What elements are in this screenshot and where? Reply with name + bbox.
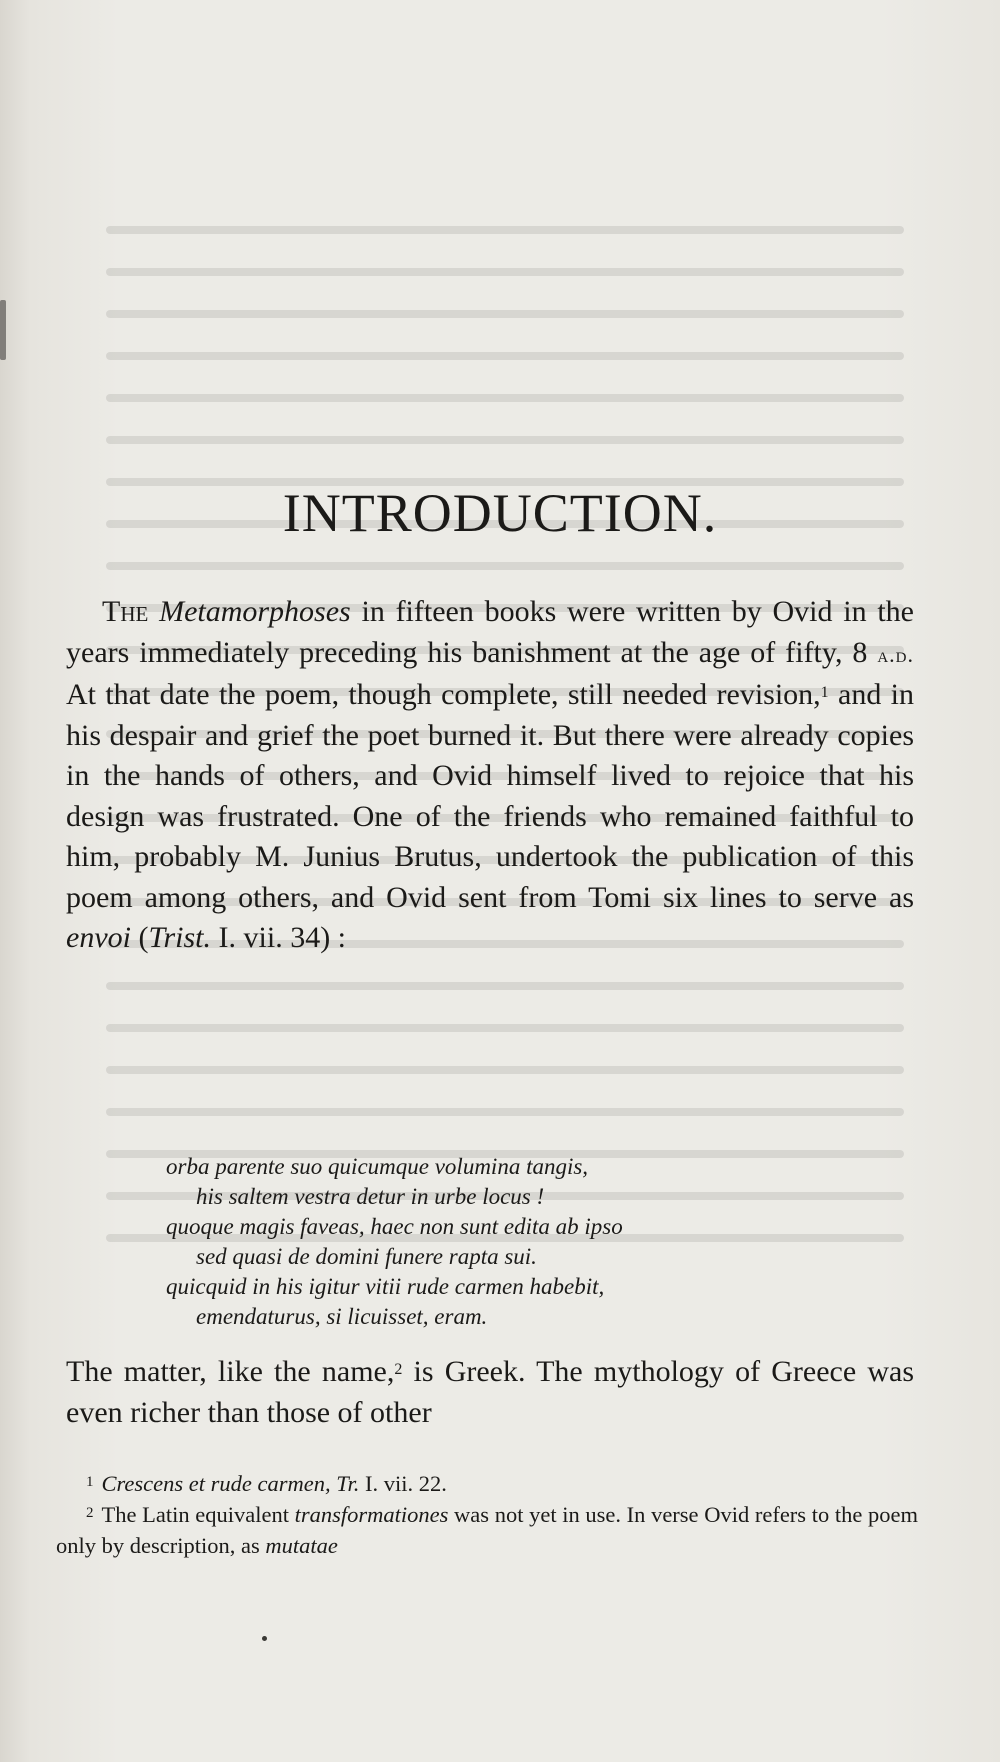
paragraph-2-text-b: is Greek. The mythology of Greece was even richer than those of other — [66, 1355, 914, 1429]
envoi-word: envoi — [66, 921, 131, 954]
paragraph-1-text-c: and in his despair and grief the poet burned it. But there were already copies in the hands of others, and Ovid himself lived to rejoice that his design was frustrated. One of the friends who remained faithful to him, probably M. Junius Brutus, undertook the publication of this poem among others, and Ovid sent from Tomi six lines to serve as — [66, 678, 914, 914]
verse-line-4: sed quasi de domini funere rapta sui. — [196, 1244, 537, 1269]
footnote-2-text-a: The Latin equivalent — [101, 1502, 295, 1527]
footnote-2-italic-a: transformationes — [294, 1502, 449, 1527]
footnote-2-italic-b: mutatae — [265, 1533, 338, 1558]
page-edge-mark — [0, 300, 6, 360]
lead-small-caps: The — [102, 595, 149, 628]
ink-speck — [262, 1636, 267, 1641]
verse-line-3: quoque magis faveas, haec non sunt edita ab ipso — [166, 1214, 623, 1239]
footnote-1-text: I. vii. 22. — [359, 1471, 447, 1496]
footnote-1-italic: Crescens et rude carmen, Tr. — [101, 1471, 360, 1496]
trist-citation: Trist. — [148, 921, 212, 954]
footnote-1-mark: 1 — [86, 1474, 94, 1490]
footnotes — [56, 1468, 918, 1561]
footnote-ref-2: 2 — [394, 1361, 403, 1378]
footnote-2-text-b: was not yet in use. In verse Ovid refers to the poem only by description, as — [56, 1502, 918, 1558]
footnote-1 — [56, 1468, 918, 1499]
footnote-2-mark: 2 — [86, 1505, 94, 1521]
paragraph-1 — [66, 592, 914, 959]
verse-line-5: quicquid in his igitur vitii rude carmen habebit, — [166, 1274, 605, 1299]
paragraph-2-text-a: The matter, like the name, — [66, 1355, 395, 1388]
chapter-title: INTRODUCTION. — [282, 483, 718, 543]
verse-quotation — [166, 1152, 866, 1332]
paragraph-2 — [66, 1352, 914, 1433]
paragraph-1-text-d: ( — [130, 921, 149, 954]
verse-line-6: emendaturus, si licuisset, eram. — [196, 1304, 488, 1329]
era-abbreviation: a.d. — [877, 641, 914, 667]
paragraph-1-text-b: At that date the poem, though complete, still needed revision, — [66, 678, 821, 711]
footnote-ref-1: 1 — [820, 684, 829, 701]
footnote-2 — [56, 1499, 918, 1561]
work-title: Metamorphoses — [159, 595, 351, 628]
paragraph-1-text-e: I. vii. 34) : — [211, 921, 347, 954]
verse-line-1: orba parente suo quicumque volumina tangis, — [166, 1154, 589, 1179]
paragraph-1-text-a: in fifteen books were written by Ovid in the years immediately preceding his banishment at the age of fifty, 8 — [66, 595, 914, 669]
verse-line-2: his saltem vestra detur in urbe locus ! — [196, 1184, 545, 1209]
